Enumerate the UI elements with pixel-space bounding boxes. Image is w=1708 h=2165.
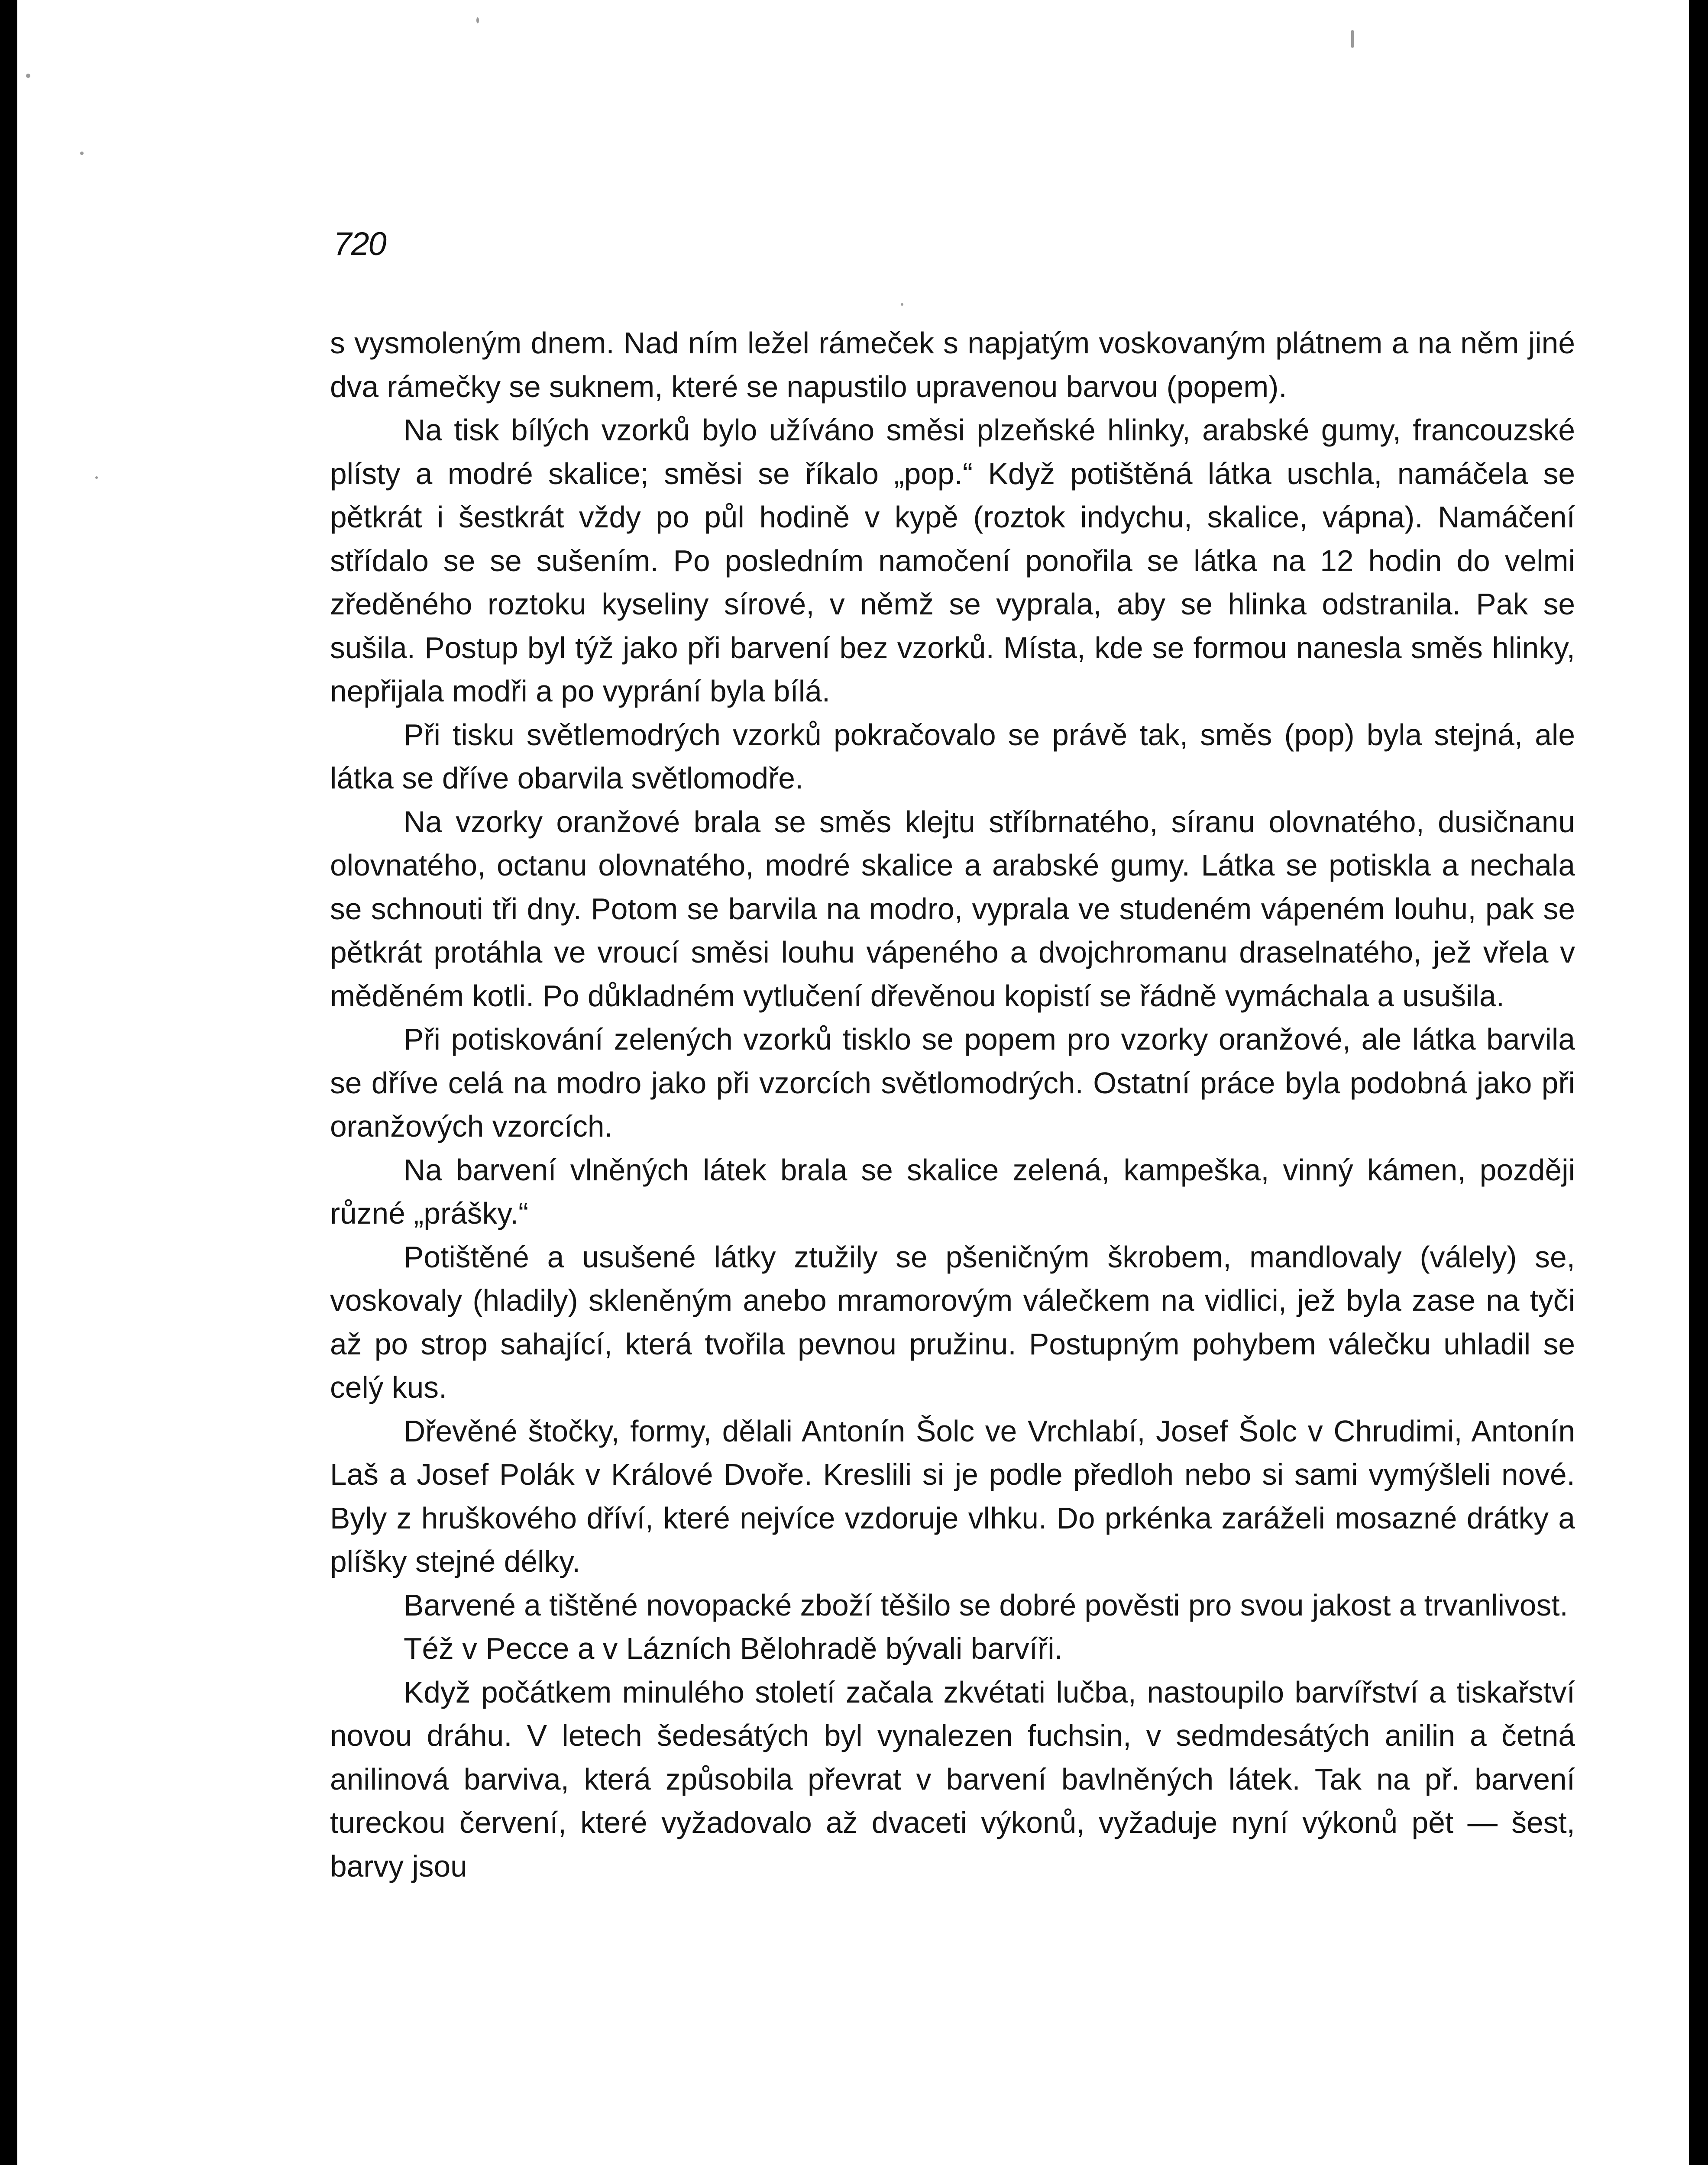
paragraph-wooden-blocks: Dřevěné štočky, formy, dělali Antonín Šolc ve Vrchlabí, Josef Šolc v Chrudimi, Antonín Laš a Josef Polák v Králové Dvoře. Kreslili si je podle předloh nebo si sami vymýšleli nové. Byly z hruškového dříví, které nejvíce vzdoruje vlhku. Do prkénka zaráželi mosazné drátky a plíšky stejné délky.: [330, 1414, 1575, 1578]
paragraph-finishing: Potištěné a usušené látky ztužily se pšeničným škrobem, mandlovaly (válely) se, voskovaly (hladily) skleněným anebo mramorovým válečkem na vidlici, jež byla zase na tyči až po strop sahající, která tvořila pevnou pružinu. Postupným pohybem válečku uhladil se celý kus.: [330, 1240, 1575, 1404]
book-page: [17, 0, 1689, 2165]
scan-speck: [80, 152, 84, 155]
page-number: 720: [333, 226, 386, 262]
page-text: [330, 321, 1575, 1888]
paragraph-continued: s vysmoleným dnem. Nad ním ležel rámeček s napjatým voskovaným plátnem a na něm jiné dva rámečky se suknem, které se napustilo upravenou barvou (popem).: [330, 326, 1575, 404]
scan-speck: [26, 74, 30, 78]
scan-speck: [1351, 30, 1354, 48]
paragraph-green-patterns: Při potiskování zelených vzorků tisklo se popem pro vzorky oranžové, ale látka barvila se dříve celá na modro jako při vzorcích světlomodrých. Ostatní práce byla podobná jako při oranžových vzorcích.: [330, 1022, 1575, 1143]
scan-speck: [476, 17, 479, 23]
paragraph-light-blue-patterns: Při tisku světlemodrých vzorků pokračovalo se právě tak, směs (pop) byla stejná, ale látka se dříve obarvila světlomodře.: [330, 717, 1575, 795]
paragraph-white-patterns: Na tisk bílých vzorků bylo užíváno směsi plzeňské hlinky, arabské gumy, francouzské plísty a modré skalice; směsi se říkalo „pop.“ Když potištěná látka uschla, namáčela se pětkrát i šestkrát vždy po půl hodině v kypě (roztok indychu, skalice, vápna). Namáčení střídalo se se sušením. Po posledním namočení ponořila se látka na 12 hodin do velmi zředěného roztoku kyseliny sírové, v němž se vyprala, aby se hlinka odstranila. Pak se sušila. Postup byl týž jako při barvení bez vzorků. Místa, kde se formou nanesla směs hlinky, nepřijala modři a po vyprání byla bílá.: [330, 413, 1575, 708]
paragraph-wool-dyeing: Na barvení vlněných látek brala se skalice zelená, kampeška, vinný kámen, později různé „prášky.“: [330, 1153, 1575, 1230]
scan-speck: [95, 476, 98, 479]
paragraph-pecka-belohrad: Též v Pecce a v Lázních Bělohradě bývali barvíři.: [404, 1632, 1063, 1665]
paragraph-chemistry: Když počátkem minulého století začala zkvétati lučba, nastoupilo barvířství a tiskařství novou dráhu. V letech šedesátých byl vynalezen fuchsin, v sedmdesátých anilin a četná anilinová barviva, která způsobila převrat v barvení bavlněných látek. Tak na př. barvení tureckou červení, které vyžadovalo až dvaceti výkonů, vyžaduje nyní výkonů pět — šest, barvy jsou: [330, 1675, 1575, 1883]
paragraph-orange-patterns: Na vzorky oranžové brala se směs klejtu stříbrnatého, síranu olovnatého, dusičnanu olovnatého, octanu olovnatého, modré skalice a arabské gumy. Látka se potiskla a nechala se schnouti tři dny. Potom se barvila na modro, vyprala ve studeném vápeném louhu, pak se pětkrát protáhla ve vroucí směsi louhu vápeného a dvojchromanu draselnatého, jež vřela v měděném kotli. Po důkladném vytlučení dřevěnou kopistí se řádně vymáchala a usušila.: [330, 805, 1575, 1013]
paragraph-reputation: Barvené a tištěné novopacké zboží těšilo se dobré pověsti pro svou jakost a trvanlivost.: [404, 1588, 1568, 1622]
scan-speck: [901, 303, 903, 306]
